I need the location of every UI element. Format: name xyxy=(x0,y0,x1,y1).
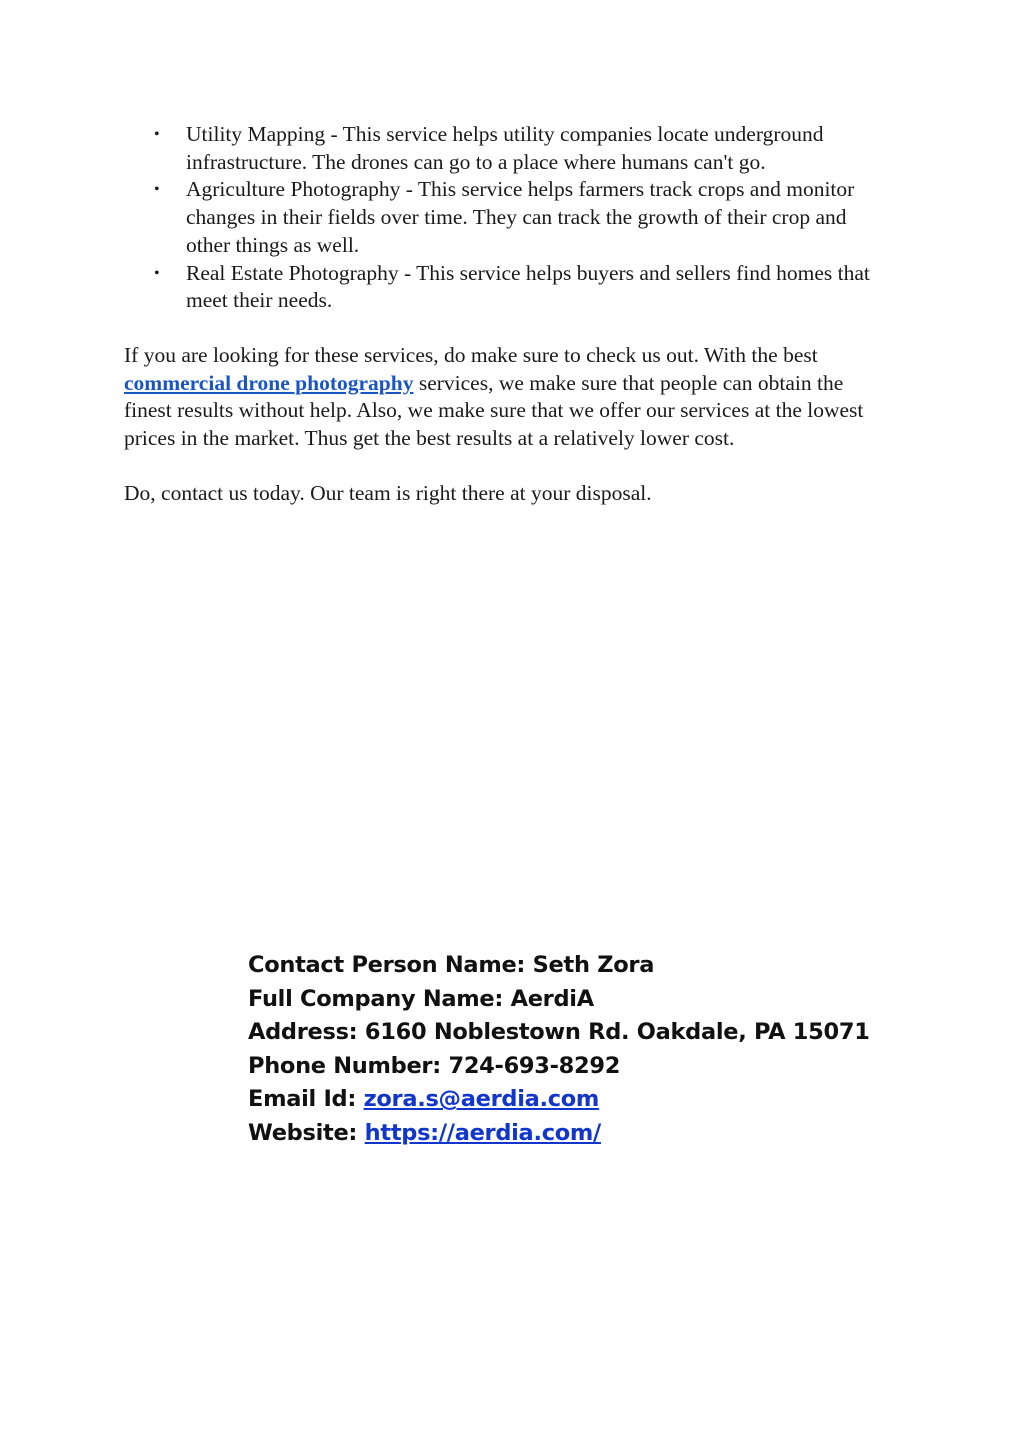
phone-value: 724-693-8292 xyxy=(448,1052,621,1079)
phone-label: Phone Number: xyxy=(248,1052,449,1079)
paragraph-text-before: If you are looking for these services, do make sure to check us out. With the best xyxy=(124,342,818,367)
company-label: Full Company Name: xyxy=(248,985,511,1012)
website-link[interactable]: https://aerdia.com/ xyxy=(364,1119,601,1146)
list-item-text: Real Estate Photography - This service helps buyers and sellers find homes that meet their needs. xyxy=(186,260,870,313)
contact-person-value: Seth Zora xyxy=(532,952,655,978)
email-label: Email Id: xyxy=(248,1086,364,1113)
address-value: 6160 Noblestown Rd. Oakdale, PA 15071 xyxy=(364,1019,870,1046)
contact-block xyxy=(248,949,948,1151)
email-link[interactable]: zora.s@aerdia.com xyxy=(363,1086,600,1113)
list-item-text: Utility Mapping - This service helps utility companies locate underground infrastructure. The drones can go to a place where humans can't go. xyxy=(186,122,824,174)
address-label: Address: xyxy=(248,1019,365,1046)
email-row xyxy=(248,1083,948,1117)
website-row xyxy=(248,1117,948,1151)
address-row xyxy=(248,1016,948,1050)
bullet-icon: • xyxy=(154,264,160,282)
contact-person-row xyxy=(248,949,948,983)
company-row xyxy=(248,983,948,1017)
paragraph-text-after: services, we make sure that people can obtain the finest results without help. Also, we make sure that we offer our services at the lowest prices in the market. Thus get the best results at a relatively lower cost. xyxy=(124,370,864,451)
services-list xyxy=(124,121,894,315)
company-value: AerdiA xyxy=(510,985,594,1012)
phone-row xyxy=(248,1050,948,1084)
list-item xyxy=(124,121,894,176)
list-item xyxy=(124,176,894,259)
closing-paragraph: Do, contact us today. Our team is right there at your disposal. xyxy=(124,480,652,505)
list-item-text: Agriculture Photography - This service helps farmers track crops and monitor changes in their fields over time. They can track the growth of their crop and other things as well. xyxy=(186,177,855,257)
bullet-icon: • xyxy=(154,126,160,143)
list-item xyxy=(124,260,894,315)
website-label: Website: xyxy=(248,1119,365,1146)
commercial-drone-photography-link[interactable]: commercial drone photography xyxy=(124,370,414,395)
intro-paragraph xyxy=(124,342,894,453)
contact-person-label: Contact Person Name: xyxy=(248,952,533,978)
body-text xyxy=(124,121,894,507)
bullet-icon: • xyxy=(154,181,160,199)
